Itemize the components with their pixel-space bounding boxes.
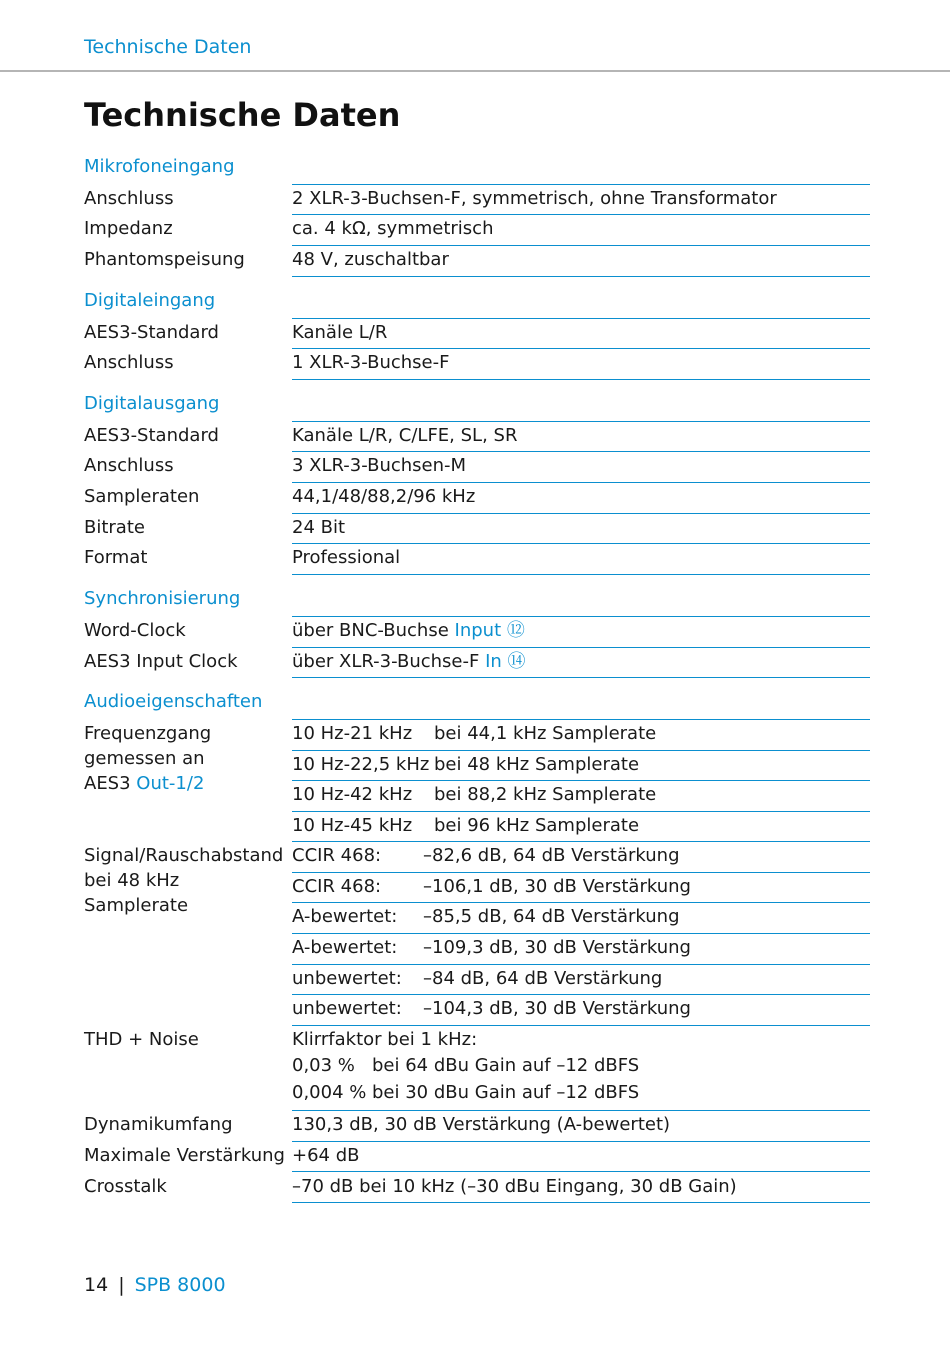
snr-row [292, 966, 663, 991]
divider [292, 184, 870, 185]
spec-value: +64 dB [292, 1145, 360, 1166]
divider [292, 677, 870, 678]
spec-label: Bitrate [84, 517, 145, 538]
divider [292, 276, 870, 277]
snr-row [292, 874, 691, 899]
freq-range: 10 Hz-21 kHz [292, 723, 413, 744]
label-text: AES3 [84, 773, 137, 794]
spec-label: AES3-Standard [84, 425, 219, 446]
spec-label: AES3 Input Clock [84, 651, 238, 672]
spec-value-text: über XLR-3-Buchse-F [292, 651, 486, 672]
divider [292, 379, 870, 380]
divider [292, 543, 870, 544]
spec-label: THD + Noise [84, 1029, 199, 1050]
spec-label: Word-Clock [84, 620, 186, 641]
snr-row [292, 904, 680, 929]
spec-label: AES3-Standard [84, 322, 219, 343]
label-line: Signal/Rauschabstand [84, 845, 284, 866]
snr-weighting: A-bewertet: [292, 906, 398, 927]
divider [292, 647, 870, 648]
freq-row [292, 813, 640, 838]
section-heading-audioeigenschaften: Audioeigenschaften [84, 691, 263, 712]
snr-row [292, 935, 691, 960]
snr-value: –82,6 dB, 64 dB Verstärkung [423, 845, 680, 866]
divider [292, 1202, 870, 1203]
snr-value: –104,3 dB, 30 dB Verstärkung [423, 998, 691, 1019]
snr-value: –106,1 dB, 30 dB Verstärkung [423, 876, 691, 897]
spec-value: 1 XLR-3-Buchse-F [292, 352, 450, 373]
snr-value: –109,3 dB, 30 dB Verstärkung [423, 937, 691, 958]
spec-label: Anschluss [84, 188, 174, 209]
divider [292, 841, 870, 842]
page-title: Technische Daten [84, 96, 401, 134]
snr-weighting: CCIR 468: [292, 845, 382, 866]
divider [292, 811, 870, 812]
spec-value: Kanäle L/R [292, 322, 388, 343]
divider [292, 780, 870, 781]
divider [292, 1110, 870, 1111]
out-connector-reference: Out-1/2 [136, 773, 205, 794]
snr-weighting: A-bewertet: [292, 937, 398, 958]
spec-label: Anschluss [84, 455, 174, 476]
section-heading-mikrofoneingang: Mikrofoneingang [84, 156, 235, 177]
thd-row [292, 1080, 640, 1105]
input-connector-reference: Input ⑫ [454, 620, 525, 641]
thd-line: Klirrfaktor bei 1 kHz: [292, 1029, 478, 1050]
spec-label: Anschluss [84, 352, 174, 373]
spec-label: Impedanz [84, 218, 173, 239]
spec-value: 24 Bit [292, 517, 346, 538]
divider [292, 421, 870, 422]
spec-label: Maximale Verstärkung [84, 1145, 285, 1166]
page-number: 14 [84, 1274, 109, 1296]
divider [292, 933, 870, 934]
divider [292, 719, 870, 720]
product-name: SPB 8000 [134, 1274, 226, 1296]
snr-value: –84 dB, 64 dB Verstärkung [423, 968, 663, 989]
section-heading-synchronisierung: Synchronisierung [84, 588, 241, 609]
section-heading-digitalausgang: Digitalausgang [84, 393, 220, 414]
spec-value: –70 dB bei 10 kHz (–30 dBu Eingang, 30 dB Gain) [292, 1176, 737, 1197]
in-connector-reference: In ⑭ [485, 651, 526, 672]
snr-weighting: unbewertet: [292, 968, 402, 989]
spec-label: Format [84, 547, 148, 568]
label-line: Frequenzgang [84, 723, 212, 744]
divider [292, 451, 870, 452]
spec-value: Kanäle L/R, C/LFE, SL, SR [292, 425, 518, 446]
label-line: bei 48 kHz Samplerate [84, 870, 189, 916]
freq-range: 10 Hz-45 kHz [292, 815, 413, 836]
spec-label: Dynamikumfang [84, 1114, 233, 1135]
page-footer [84, 1274, 226, 1296]
freq-note: bei 44,1 kHz Samplerate [434, 723, 657, 744]
freq-range: 10 Hz-42 kHz [292, 784, 413, 805]
freq-note: bei 96 kHz Samplerate [434, 815, 640, 836]
spec-label: Sampleraten [84, 486, 200, 507]
freq-note: bei 48 kHz Samplerate [434, 754, 640, 775]
freq-range: 10 Hz-22,5 kHz [292, 754, 430, 775]
divider [292, 964, 870, 965]
freq-row [292, 721, 657, 746]
label-line [84, 771, 289, 796]
spec-value: 48 V, zuschaltbar [292, 249, 449, 270]
divider [292, 1171, 870, 1172]
spec-value [292, 649, 526, 674]
spec-value: Professional [292, 547, 401, 568]
spec-label: Crosstalk [84, 1176, 167, 1197]
spec-label: Phantomspeisung [84, 249, 245, 270]
divider [292, 574, 870, 575]
divider [292, 902, 870, 903]
freq-row [292, 752, 640, 777]
spec-value-text: über BNC-Buchse [292, 620, 455, 641]
snr-weighting: CCIR 468: [292, 876, 382, 897]
page-header [0, 0, 950, 72]
divider [292, 482, 870, 483]
thd-percent: 0,004 % [292, 1082, 367, 1103]
divider [292, 1141, 870, 1142]
divider [292, 994, 870, 995]
thd-note: bei 64 dBu Gain auf –12 dBFS [372, 1055, 640, 1076]
label-line: gemessen an [84, 748, 205, 769]
divider [292, 318, 870, 319]
freq-note: bei 88,2 kHz Samplerate [434, 784, 657, 805]
freq-row [292, 782, 657, 807]
divider [292, 214, 870, 215]
divider [292, 348, 870, 349]
spec-value [292, 618, 525, 643]
footer-separator: | [118, 1274, 125, 1296]
snr-weighting: unbewertet: [292, 998, 402, 1019]
section-heading-digitaleingang: Digitaleingang [84, 290, 216, 311]
header-title: Technische Daten [84, 36, 252, 58]
divider [292, 616, 870, 617]
spec-value: 130,3 dB, 30 dB Verstärkung (A-bewertet) [292, 1114, 671, 1135]
spec-label-snr [84, 843, 289, 918]
spec-label-frequenzgang [84, 721, 289, 796]
snr-row [292, 996, 691, 1021]
spec-value: ca. 4 kΩ, symmetrisch [292, 218, 494, 239]
thd-percent: 0,03 % [292, 1055, 355, 1076]
spec-value: 44,1/48/88,2/96 kHz [292, 486, 476, 507]
spec-value: 3 XLR-3-Buchsen-M [292, 455, 467, 476]
snr-value: –85,5 dB, 64 dB Verstärkung [423, 906, 680, 927]
thd-row [292, 1053, 640, 1078]
divider [292, 872, 870, 873]
divider [292, 750, 870, 751]
thd-note: bei 30 dBu Gain auf –12 dBFS [372, 1082, 640, 1103]
divider [292, 1025, 870, 1026]
spec-value: 2 XLR-3-Buchsen-F, symmetrisch, ohne Transformator [292, 188, 777, 209]
snr-row [292, 843, 680, 868]
divider [292, 513, 870, 514]
divider [292, 245, 870, 246]
